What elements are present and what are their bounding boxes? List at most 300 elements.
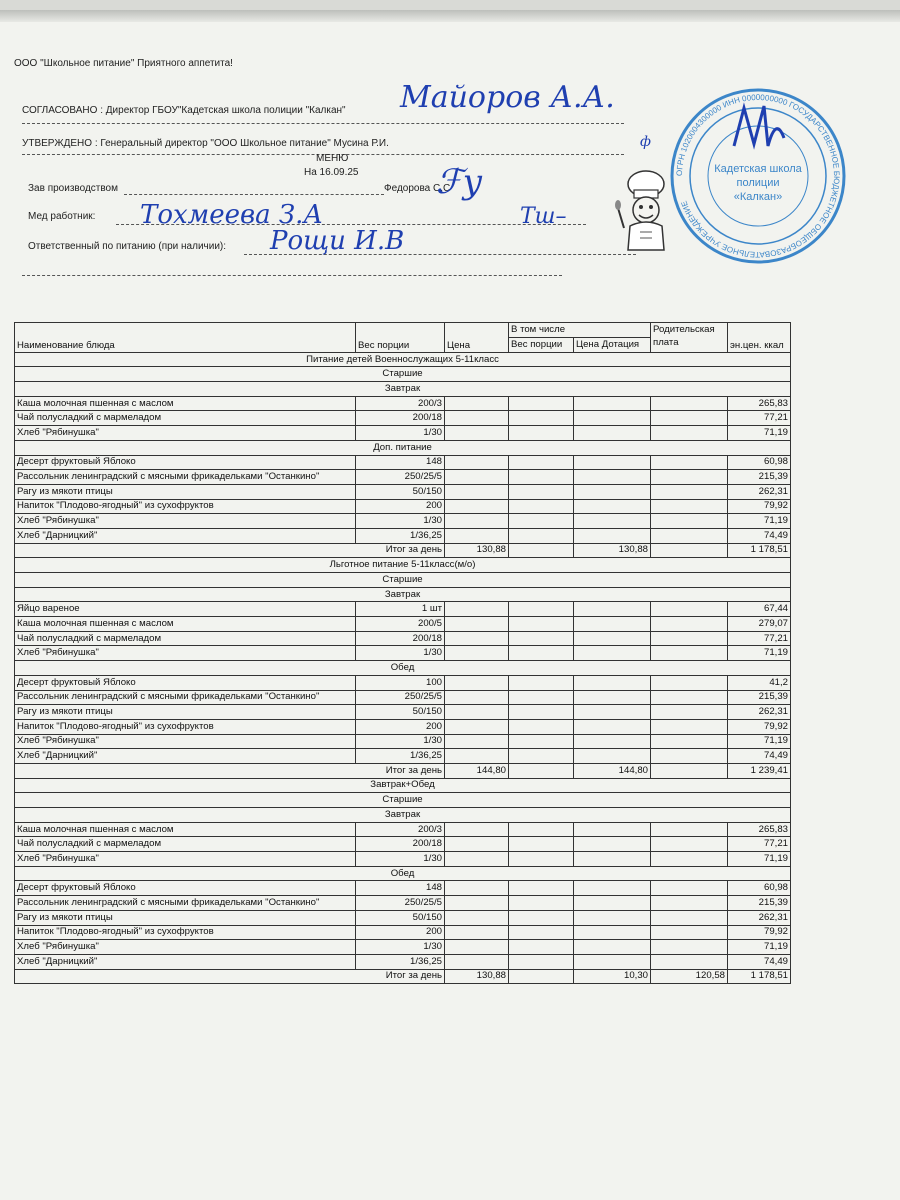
incl-weight-cell (509, 954, 574, 969)
agreed-line: СОГЛАСОВАНО : Директор ГБОУ"Кадетская школа полиции "Калкан" (22, 105, 346, 116)
table-row (15, 484, 791, 499)
price-cell (445, 881, 509, 896)
subsidy-cell (574, 631, 651, 646)
portion-weight: 200/18 (356, 411, 445, 426)
incl-weight-cell (509, 646, 574, 661)
subsidy-cell (574, 528, 651, 543)
parent-fee-cell (651, 837, 728, 852)
total-parent-fee: 120,58 (651, 969, 728, 984)
dish-name: Яйцо вареное (15, 602, 356, 617)
chef-mascot-icon (614, 168, 676, 254)
parent-fee-cell (651, 455, 728, 470)
parent-fee-cell (651, 484, 728, 499)
price-cell (445, 617, 509, 632)
dish-name: Рассольник ленинградский с мясными фрикадельками "Останкино" (15, 470, 356, 485)
subsidy-cell (574, 426, 651, 441)
total-label: Итог за день (15, 969, 445, 984)
portion-weight: 1/30 (356, 426, 445, 441)
section-heading: Завтрак (15, 808, 791, 823)
total-subsidy: 10,30 (574, 969, 651, 984)
portion-weight: 200 (356, 499, 445, 514)
section-heading: Обед (15, 661, 791, 676)
energy-value: 74,49 (728, 749, 791, 764)
price-cell (445, 602, 509, 617)
parent-fee-cell (651, 896, 728, 911)
production-label: Зав производством (28, 183, 118, 194)
parent-fee-cell (651, 719, 728, 734)
agreed-underline (22, 123, 624, 124)
subsidy-cell (574, 925, 651, 940)
section-row (15, 661, 791, 676)
approved-line: УТВЕРЖДЕНО : Генеральный директор "ООО Школьное питание" Мусина Р.И. (22, 138, 389, 149)
dish-name: Рассольник ленинградский с мясными фрикадельками "Останкино" (15, 690, 356, 705)
stamp-line-2: полиции (736, 177, 780, 189)
table-row (15, 954, 791, 969)
header-energy: эн.цен. ккал (728, 323, 791, 353)
section-heading: Питание детей Военнослужащих 5-11класс (15, 352, 791, 367)
total-row (15, 543, 791, 558)
price-cell (445, 852, 509, 867)
section-heading: Доп. питание (15, 440, 791, 455)
production-underline (124, 194, 384, 195)
total-label: Итог за день (15, 763, 445, 778)
price-cell (445, 455, 509, 470)
energy-value: 71,19 (728, 426, 791, 441)
price-cell (445, 705, 509, 720)
parent-fee-cell (651, 910, 728, 925)
subsidy-cell (574, 896, 651, 911)
menu-table (14, 322, 791, 984)
table-row (15, 675, 791, 690)
portion-weight: 200/18 (356, 837, 445, 852)
incl-weight-cell (509, 763, 574, 778)
subsidy-cell (574, 617, 651, 632)
incl-weight-cell (509, 470, 574, 485)
header-name: Наименование блюда (15, 323, 356, 353)
portion-weight: 250/25/5 (356, 470, 445, 485)
energy-value: 77,21 (728, 631, 791, 646)
header-incl-weight: Вес порции (509, 338, 574, 353)
incl-weight-cell (509, 426, 574, 441)
section-row (15, 440, 791, 455)
parent-fee-cell (651, 602, 728, 617)
energy-value: 262,31 (728, 910, 791, 925)
table-row (15, 646, 791, 661)
portion-weight: 200/5 (356, 617, 445, 632)
subsidy-cell (574, 837, 651, 852)
table-row (15, 705, 791, 720)
table-row (15, 514, 791, 529)
portion-weight: 1/30 (356, 734, 445, 749)
incl-weight-cell (509, 396, 574, 411)
energy-value: 215,39 (728, 896, 791, 911)
incl-weight-cell (509, 749, 574, 764)
portion-weight: 1/30 (356, 514, 445, 529)
parent-fee-cell (651, 734, 728, 749)
price-cell (445, 954, 509, 969)
portion-weight: 1/30 (356, 646, 445, 661)
subsidy-cell (574, 749, 651, 764)
subsidy-cell (574, 822, 651, 837)
energy-value: 265,83 (728, 822, 791, 837)
subsidy-cell (574, 940, 651, 955)
table-row (15, 822, 791, 837)
document-sheet (0, 10, 900, 1200)
parent-fee-cell (651, 749, 728, 764)
table-row (15, 910, 791, 925)
energy-value: 71,19 (728, 514, 791, 529)
dish-name: Напиток "Плодово-ягодный" из сухофруктов (15, 925, 356, 940)
subsidy-cell (574, 470, 651, 485)
section-heading: Льготное питание 5-11класс(м/о) (15, 558, 791, 573)
parent-fee-cell (651, 925, 728, 940)
section-row (15, 573, 791, 588)
energy-value: 215,39 (728, 470, 791, 485)
table-row (15, 896, 791, 911)
energy-value: 74,49 (728, 528, 791, 543)
section-heading: Обед (15, 866, 791, 881)
table-row (15, 837, 791, 852)
price-cell (445, 426, 509, 441)
menu-title: МЕНЮ (316, 153, 349, 164)
subsidy-cell (574, 734, 651, 749)
parent-fee-cell (651, 852, 728, 867)
portion-weight: 1/30 (356, 940, 445, 955)
header-price: Цена (445, 323, 509, 353)
incl-weight-cell (509, 881, 574, 896)
energy-value: 279,07 (728, 617, 791, 632)
parent-fee-cell (651, 822, 728, 837)
stamp-line-1: Кадетская школа (714, 163, 802, 175)
portion-weight: 1/36,25 (356, 749, 445, 764)
section-row (15, 808, 791, 823)
dish-name: Десерт фруктовый Яблоко (15, 881, 356, 896)
incl-weight-cell (509, 631, 574, 646)
price-cell (445, 896, 509, 911)
total-price: 130,88 (445, 543, 509, 558)
incl-weight-cell (509, 925, 574, 940)
approved-signature: ф (640, 134, 651, 150)
subsidy-cell (574, 499, 651, 514)
company-line: ООО "Школьное питание" Приятного аппетита! (14, 58, 233, 69)
parent-fee-cell (651, 396, 728, 411)
table-row (15, 749, 791, 764)
total-energy: 1 239,41 (728, 763, 791, 778)
price-cell (445, 499, 509, 514)
dish-name: Рагу из мякоти птицы (15, 705, 356, 720)
table-row (15, 631, 791, 646)
parent-fee-cell (651, 954, 728, 969)
dish-name: Каша молочная пшенная с маслом (15, 396, 356, 411)
portion-weight: 200/3 (356, 822, 445, 837)
incl-weight-cell (509, 969, 574, 984)
price-cell (445, 411, 509, 426)
portion-weight: 200/18 (356, 631, 445, 646)
table-row (15, 470, 791, 485)
subsidy-cell (574, 396, 651, 411)
total-parent-fee (651, 763, 728, 778)
medic-label: Мед работник: (28, 211, 96, 222)
section-row (15, 793, 791, 808)
dish-name: Напиток "Плодово-ягодный" из сухофруктов (15, 719, 356, 734)
portion-weight: 148 (356, 455, 445, 470)
portion-weight: 1/36,25 (356, 528, 445, 543)
energy-value: 262,31 (728, 484, 791, 499)
section-heading: Старшие (15, 793, 791, 808)
price-cell (445, 470, 509, 485)
dish-name: Хлеб "Дарницкий" (15, 749, 356, 764)
price-cell (445, 940, 509, 955)
energy-value: 215,39 (728, 690, 791, 705)
incl-weight-cell (509, 602, 574, 617)
subsidy-cell (574, 455, 651, 470)
subsidy-cell (574, 705, 651, 720)
production-signature: ℱу (436, 162, 483, 202)
dish-name: Хлеб "Рябинушка" (15, 646, 356, 661)
dish-name: Хлеб "Дарницкий" (15, 954, 356, 969)
portion-weight: 50/150 (356, 484, 445, 499)
stamp-ring-text: ОГРН 1020004300000 ИНН 0000000000 ГОСУДАРСТВЕННОЕ БЮДЖЕТНОЕ ОБЩЕОБРАЗОВАТЕЛЬНОЕ УЧРЕЖДЕНИЕ (674, 92, 842, 260)
table-row (15, 411, 791, 426)
portion-weight: 200/3 (356, 396, 445, 411)
total-price: 144,80 (445, 763, 509, 778)
incl-weight-cell (509, 896, 574, 911)
responsible-handwritten-name: Рощи И.В (270, 226, 405, 256)
energy-value: 71,19 (728, 940, 791, 955)
subsidy-cell (574, 514, 651, 529)
incl-weight-cell (509, 734, 574, 749)
section-heading: Старшие (15, 573, 791, 588)
price-cell (445, 528, 509, 543)
dish-name: Чай полусладкий с мармеладом (15, 837, 356, 852)
incl-weight-cell (509, 719, 574, 734)
portion-weight: 50/150 (356, 705, 445, 720)
energy-value: 71,19 (728, 852, 791, 867)
dish-name: Чай полусладкий с мармеладом (15, 411, 356, 426)
incl-weight-cell (509, 705, 574, 720)
energy-value: 67,44 (728, 602, 791, 617)
dish-name: Каша молочная пшенная с маслом (15, 617, 356, 632)
table-row (15, 881, 791, 896)
table-row (15, 602, 791, 617)
table-row (15, 852, 791, 867)
total-row (15, 763, 791, 778)
price-cell (445, 822, 509, 837)
page-edge (0, 10, 900, 22)
price-cell (445, 675, 509, 690)
incl-weight-cell (509, 910, 574, 925)
portion-weight: 148 (356, 881, 445, 896)
parent-fee-cell (651, 646, 728, 661)
incl-weight-cell (509, 690, 574, 705)
incl-weight-cell (509, 852, 574, 867)
price-cell (445, 396, 509, 411)
dish-name: Хлеб "Рябинушка" (15, 514, 356, 529)
price-cell (445, 910, 509, 925)
portion-weight: 1/36,25 (356, 954, 445, 969)
table-row (15, 734, 791, 749)
dish-name: Хлеб "Рябинушка" (15, 940, 356, 955)
dish-name: Чай полусладкий с мармеладом (15, 631, 356, 646)
energy-value: 77,21 (728, 837, 791, 852)
table-row (15, 426, 791, 441)
parent-fee-cell (651, 690, 728, 705)
incl-weight-cell (509, 822, 574, 837)
section-row (15, 778, 791, 793)
table-row (15, 499, 791, 514)
table-row (15, 455, 791, 470)
portion-weight: 1 шт (356, 602, 445, 617)
section-row (15, 866, 791, 881)
table-row (15, 690, 791, 705)
parent-fee-cell (651, 528, 728, 543)
subsidy-cell (574, 646, 651, 661)
table-row (15, 396, 791, 411)
price-cell (445, 734, 509, 749)
energy-value: 60,98 (728, 455, 791, 470)
portion-weight: 250/25/5 (356, 896, 445, 911)
total-parent-fee (651, 543, 728, 558)
total-energy: 1 178,51 (728, 543, 791, 558)
section-row (15, 367, 791, 382)
energy-value: 77,21 (728, 411, 791, 426)
section-row (15, 587, 791, 602)
energy-value: 79,92 (728, 925, 791, 940)
parent-fee-cell (651, 426, 728, 441)
incl-weight-cell (509, 455, 574, 470)
parent-fee-cell (651, 631, 728, 646)
dish-name: Хлеб "Рябинушка" (15, 734, 356, 749)
parent-fee-cell (651, 675, 728, 690)
portion-weight: 200 (356, 925, 445, 940)
section-heading: Завтрак (15, 587, 791, 602)
price-cell (445, 646, 509, 661)
price-cell (445, 514, 509, 529)
price-cell (445, 631, 509, 646)
portion-weight: 200 (356, 719, 445, 734)
incl-weight-cell (509, 837, 574, 852)
dish-name: Рагу из мякоти птицы (15, 910, 356, 925)
parent-fee-cell (651, 514, 728, 529)
responsible-label: Ответственный по питанию (при наличии): (28, 241, 227, 252)
subsidy-cell (574, 852, 651, 867)
dish-name: Рагу из мякоти птицы (15, 484, 356, 499)
incl-weight-cell (509, 543, 574, 558)
header-including: В том числе (509, 323, 651, 338)
section-row (15, 352, 791, 367)
dish-name: Хлеб "Рябинушка" (15, 852, 356, 867)
subsidy-cell (574, 910, 651, 925)
dish-name: Каша молочная пшенная с маслом (15, 822, 356, 837)
agreed-signature: Майоров А.А. (400, 80, 615, 115)
table-row (15, 528, 791, 543)
total-subsidy: 130,88 (574, 543, 651, 558)
dish-name: Хлеб "Дарницкий" (15, 528, 356, 543)
dish-name: Рассольник ленинградский с мясными фрикадельками "Останкино" (15, 896, 356, 911)
school-stamp (668, 86, 848, 266)
parent-fee-cell (651, 470, 728, 485)
medic-handwritten-name: Тохмеева З.А (140, 200, 324, 230)
energy-value: 41,2 (728, 675, 791, 690)
price-cell (445, 749, 509, 764)
dish-name: Хлеб "Рябинушка" (15, 426, 356, 441)
price-cell (445, 925, 509, 940)
section-heading: Завтрак+Обед (15, 778, 791, 793)
table-row (15, 925, 791, 940)
medic-signature: Тш– (520, 204, 567, 229)
total-row (15, 969, 791, 984)
incl-weight-cell (509, 514, 574, 529)
energy-value: 71,19 (728, 734, 791, 749)
total-energy: 1 178,51 (728, 969, 791, 984)
incl-weight-cell (509, 617, 574, 632)
incl-weight-cell (509, 499, 574, 514)
subsidy-cell (574, 719, 651, 734)
parent-fee-cell (651, 881, 728, 896)
energy-value: 79,92 (728, 719, 791, 734)
production-name: Федорова С.С (384, 183, 451, 194)
dish-name: Напиток "Плодово-ягодный" из сухофруктов (15, 499, 356, 514)
header-incl-price: Цена Дотация (574, 338, 651, 353)
subsidy-cell (574, 602, 651, 617)
incl-weight-cell (509, 411, 574, 426)
subsidy-cell (574, 675, 651, 690)
subsidy-cell (574, 411, 651, 426)
menu-table-body (15, 352, 791, 984)
total-label: Итог за день (15, 543, 445, 558)
energy-value: 74,49 (728, 954, 791, 969)
section-row (15, 382, 791, 397)
table-row (15, 940, 791, 955)
energy-value: 60,98 (728, 881, 791, 896)
table-row (15, 719, 791, 734)
menu-date: На 16.09.25 (304, 167, 359, 178)
header-parent-fee: Родительская плата (651, 323, 728, 353)
header-weight: Вес порции (356, 323, 445, 353)
energy-value: 265,83 (728, 396, 791, 411)
price-cell (445, 690, 509, 705)
stamp-line-3: «Калкан» (733, 191, 783, 203)
parent-fee-cell (651, 499, 728, 514)
price-cell (445, 719, 509, 734)
stamp-signature (734, 106, 784, 146)
incl-weight-cell (509, 528, 574, 543)
portion-weight: 1/30 (356, 852, 445, 867)
subsidy-cell (574, 954, 651, 969)
portion-weight: 250/25/5 (356, 690, 445, 705)
subsidy-cell (574, 690, 651, 705)
parent-fee-cell (651, 617, 728, 632)
energy-value: 262,31 (728, 705, 791, 720)
incl-weight-cell (509, 675, 574, 690)
portion-weight: 50/150 (356, 910, 445, 925)
total-subsidy: 144,80 (574, 763, 651, 778)
total-price: 130,88 (445, 969, 509, 984)
incl-weight-cell (509, 940, 574, 955)
table-row (15, 617, 791, 632)
incl-weight-cell (509, 484, 574, 499)
portion-weight: 100 (356, 675, 445, 690)
subsidy-cell (574, 484, 651, 499)
dish-name: Десерт фруктовый Яблоко (15, 675, 356, 690)
section-heading: Завтрак (15, 382, 791, 397)
energy-value: 79,92 (728, 499, 791, 514)
parent-fee-cell (651, 940, 728, 955)
energy-value: 71,19 (728, 646, 791, 661)
parent-fee-cell (651, 705, 728, 720)
parent-fee-cell (651, 411, 728, 426)
section-heading: Старшие (15, 367, 791, 382)
